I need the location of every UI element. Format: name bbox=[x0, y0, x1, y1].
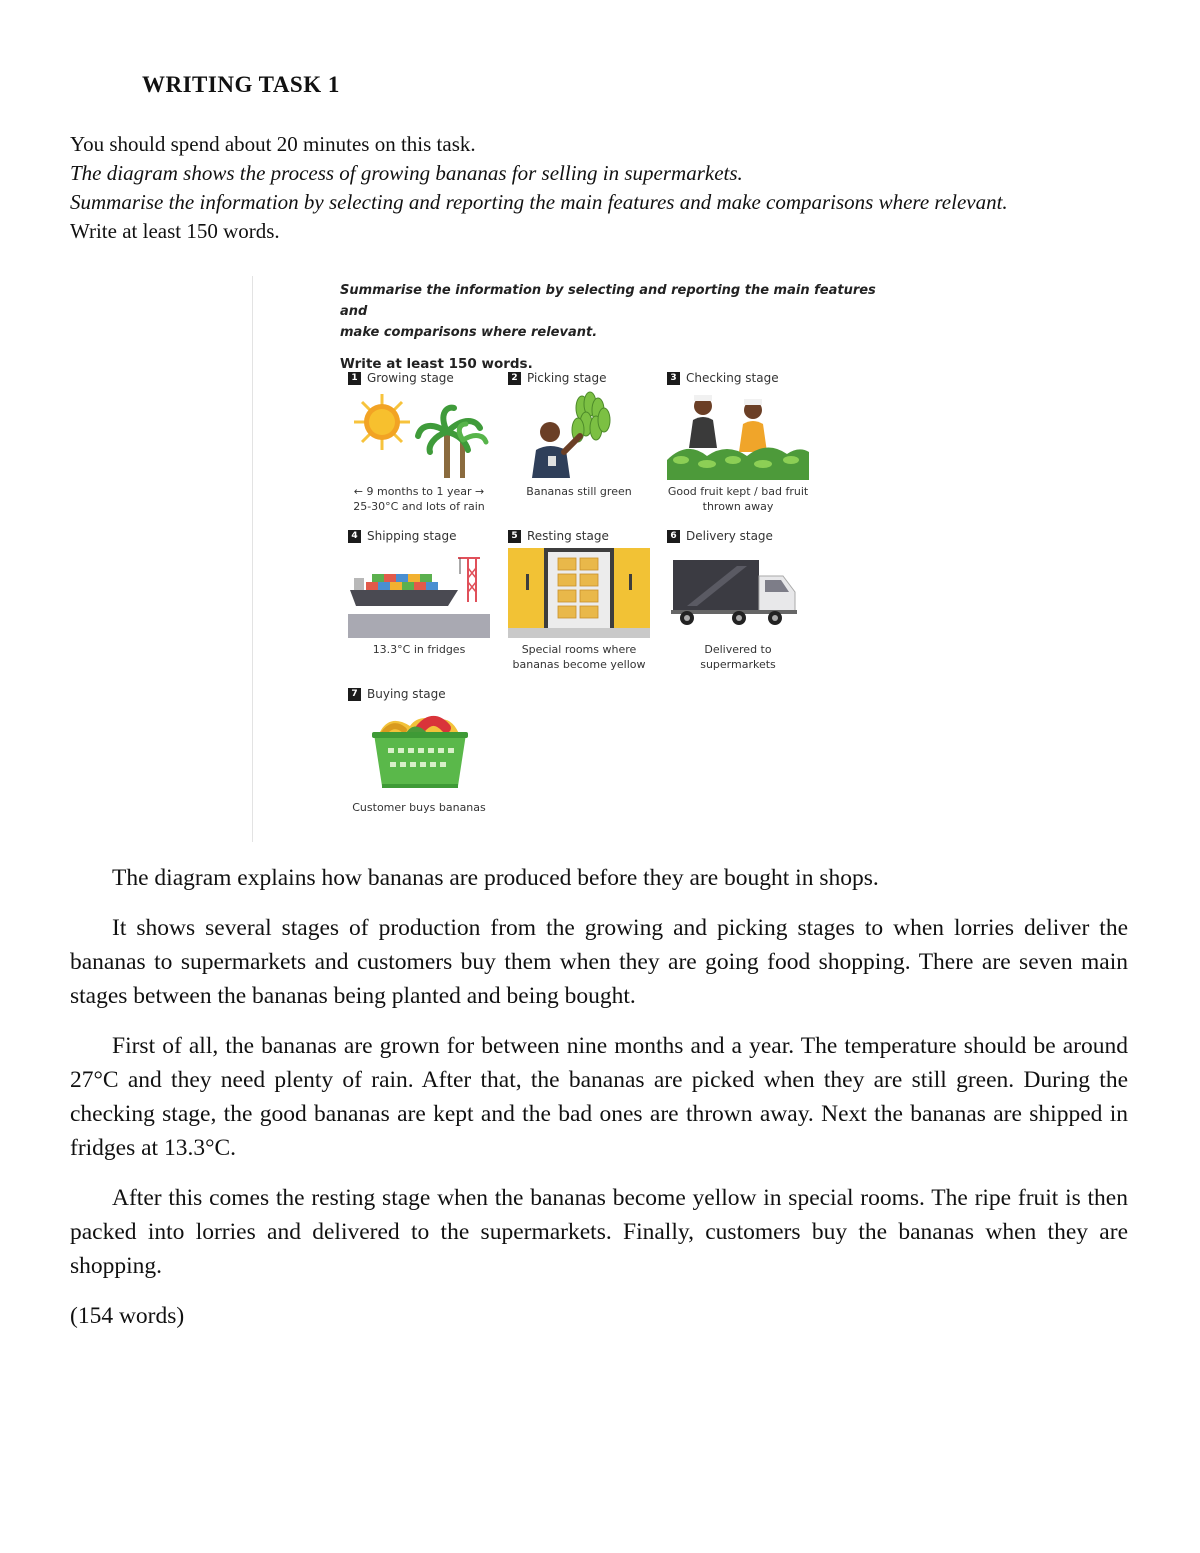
task-prompt: The diagram shows the process of growing bananas for selling in supermarkets. bbox=[70, 161, 743, 185]
stage-caption: ← 9 months to 1 year → bbox=[353, 485, 485, 498]
stage-caption-2: thrown away bbox=[702, 500, 774, 513]
stage-caption-2: bananas become yellow bbox=[512, 658, 646, 671]
stage-number: 2 bbox=[508, 372, 521, 385]
stage-caption: 13.3°C in fridges bbox=[372, 643, 466, 656]
stage-number: 5 bbox=[508, 530, 521, 543]
stage-caption: Good fruit kept / bad fruit bbox=[667, 485, 809, 498]
stage-caption: Special rooms where bbox=[521, 643, 637, 656]
task-title: WRITING TASK 1 bbox=[142, 72, 340, 97]
figure-divider bbox=[252, 276, 253, 842]
stage-resting bbox=[508, 528, 658, 671]
essay-paragraph-3: First of all, the bananas are grown for between nine months and a year. The temperature should be around 27°C and they need plenty of rain. After that, the bananas are picked when they are still green. During the checking stage, the good bananas are kept and the bad ones are thrown away. Next the bananas are shipped in fridges at 13.3°C. bbox=[70, 1033, 1128, 1161]
stage-number: 4 bbox=[348, 530, 361, 543]
picker-icon bbox=[508, 390, 650, 480]
banana-process-diagram bbox=[252, 276, 892, 842]
stage-shipping bbox=[348, 528, 498, 656]
stage-caption: Customer buys bananas bbox=[352, 801, 486, 814]
ship-icon bbox=[348, 548, 490, 638]
stage-name: Buying stage bbox=[367, 687, 446, 701]
word-count: (154 words) bbox=[70, 1303, 185, 1329]
stage-number: 3 bbox=[667, 372, 680, 385]
stage-name: Delivery stage bbox=[686, 529, 773, 543]
stage-number: 1 bbox=[348, 372, 361, 385]
stage-number: 7 bbox=[348, 688, 361, 701]
stage-number: 6 bbox=[667, 530, 680, 543]
model-answer bbox=[70, 861, 1128, 1349]
diagram-summary-line1: Summarise the information by selecting and reporting the main features and bbox=[340, 283, 876, 319]
stage-caption: Delivered to bbox=[704, 643, 772, 656]
stage-checking bbox=[667, 370, 817, 513]
essay-paragraph-4: After this comes the resting stage when the bananas become yellow in special rooms. The ripe fruit is then packed into lorries and delivered to the supermarkets. Finally, customers buy the bananas when they are shopping. bbox=[70, 1185, 1128, 1279]
stage-name: Growing stage bbox=[367, 371, 454, 385]
stage-growing bbox=[348, 370, 498, 513]
sun-palm-icon bbox=[348, 390, 490, 480]
truck-icon bbox=[667, 548, 809, 638]
task-instructions bbox=[70, 130, 1130, 246]
stage-name: Checking stage bbox=[686, 371, 779, 385]
diagram-content bbox=[340, 280, 885, 814]
stage-caption-2: 25-30°C and lots of rain bbox=[353, 500, 485, 513]
stage-name: Resting stage bbox=[527, 529, 609, 543]
stage-buying bbox=[348, 686, 498, 814]
workers-icon bbox=[667, 390, 809, 480]
stage-name: Picking stage bbox=[527, 371, 607, 385]
essay-paragraph-1: The diagram explains how bananas are produced before they are bought in shops. bbox=[112, 865, 879, 891]
word-limit: Write at least 150 words. bbox=[70, 219, 280, 243]
time-instruction: You should spend about 20 minutes on this task. bbox=[70, 132, 476, 156]
essay-paragraph-2: It shows several stages of production from the growing and picking stages to when lorries deliver the bananas to supermarkets and customers buy them when they are going food shopping. There are seven main stages between the bananas being planted and being bought. bbox=[70, 915, 1128, 1009]
diagram-word-limit: Write at least 150 words. bbox=[340, 356, 533, 372]
stage-name: Shipping stage bbox=[367, 529, 457, 543]
stage-delivery bbox=[667, 528, 817, 671]
room-icon bbox=[508, 548, 650, 638]
basket-icon bbox=[348, 706, 490, 796]
summarise-instruction: Summarise the information by selecting and reporting the main features and make comparisons where relevant. bbox=[70, 190, 1008, 214]
stage-caption: Bananas still green bbox=[526, 485, 632, 498]
stage-picking bbox=[508, 370, 658, 498]
stage-caption-2: supermarkets bbox=[700, 658, 776, 671]
diagram-summary-line2: make comparisons where relevant. bbox=[340, 325, 598, 340]
